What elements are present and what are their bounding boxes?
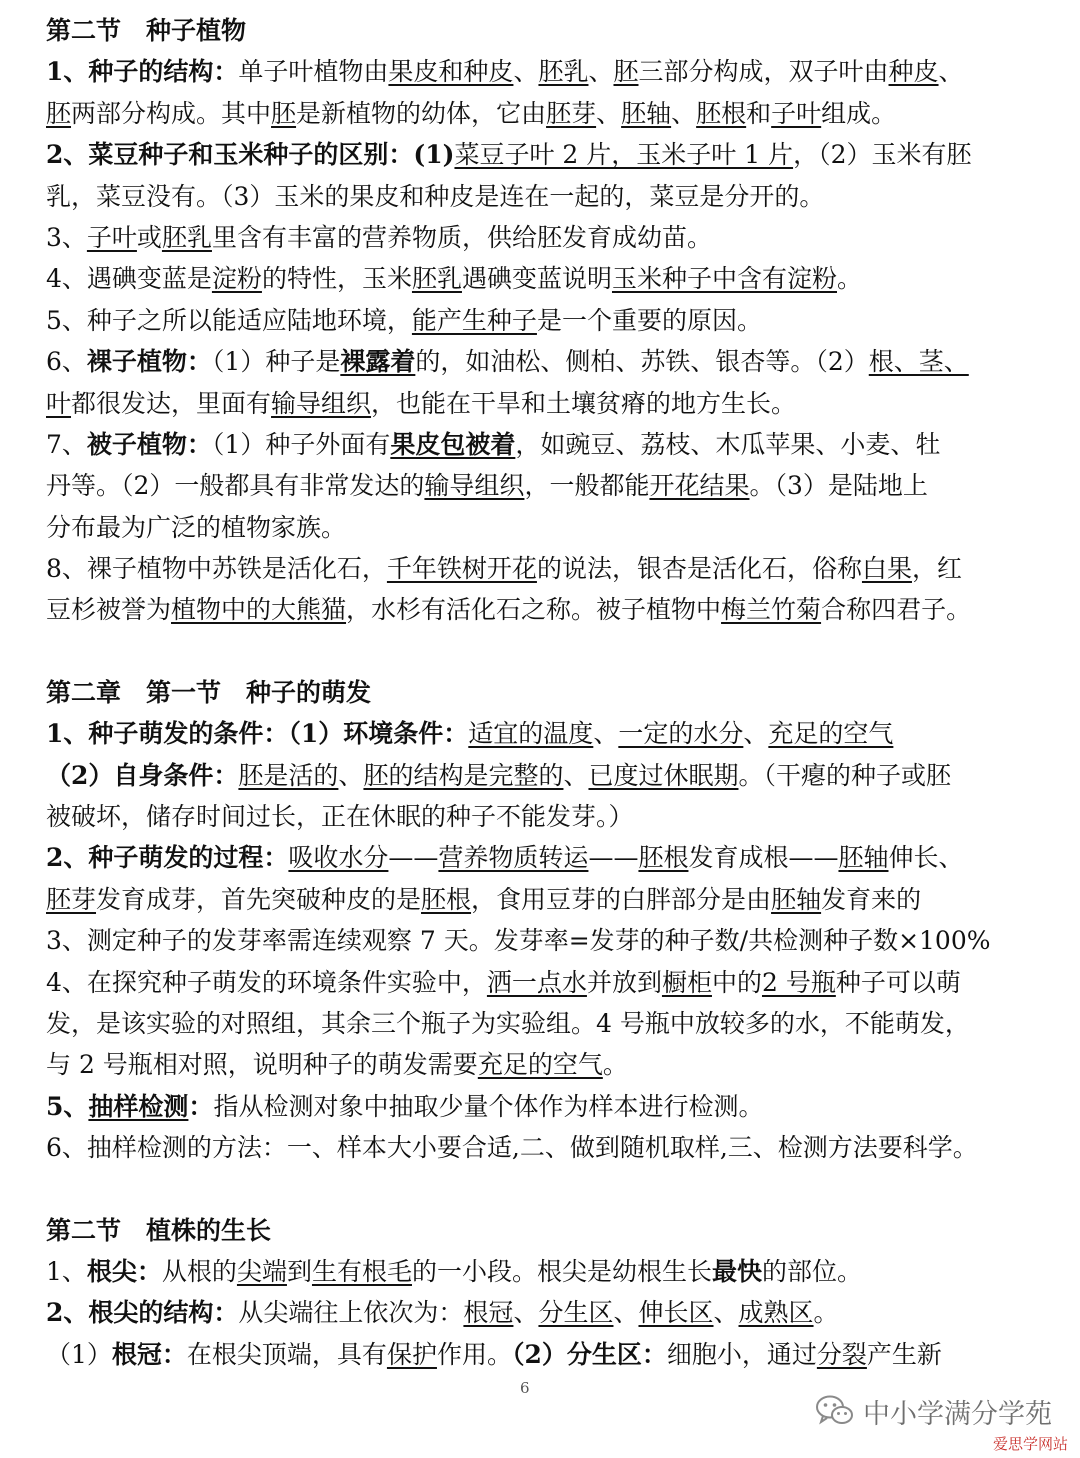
text-line <box>46 51 1016 92</box>
wechat-icon <box>815 1394 855 1428</box>
text-line <box>46 217 1016 258</box>
text-segment: 1、 <box>46 1256 87 1286</box>
underlined-term: 营养物质转运 <box>438 843 589 873</box>
underlined-term: 果皮包被着 <box>390 429 516 459</box>
text-segment: ，（2）玉米有胚 <box>793 140 972 170</box>
underlined-term: 胚根 <box>696 98 747 128</box>
blank-line <box>46 631 1016 672</box>
bold-text: 1、种子萌发的条件：（1）环境条件： <box>46 719 469 749</box>
text-segment: 与 2 号瓶相对照，说明种子的萌发需要 <box>46 1050 478 1080</box>
text-segment: （1） <box>46 1339 112 1369</box>
text-segment: 第二章 第一节 种子的萌发 <box>46 677 372 707</box>
bold-text: 最快 <box>712 1256 763 1286</box>
underlined-term: 输导组织 <box>424 471 525 501</box>
text-segment: 从根的 <box>161 1256 237 1286</box>
underlined-term: 淀粉 <box>211 264 262 294</box>
text-line <box>46 1003 1016 1044</box>
text-segment: 、 <box>671 98 697 128</box>
underlined-term: 子叶 <box>771 98 822 128</box>
section-heading <box>46 1210 1016 1251</box>
text-segment: 7、 <box>46 429 87 459</box>
underlined-term: 胚 <box>271 98 297 128</box>
text-segment: 的，如油松、侧柏、苏铁、银杏等。（2） <box>415 347 869 377</box>
text-segment: 中的 <box>711 967 762 997</box>
text-line <box>46 837 1016 878</box>
text-segment: 细胞小，通过 <box>666 1339 817 1369</box>
bold-text: 裸子植物： <box>86 347 212 377</box>
underlined-term: 根冠 <box>463 1298 514 1328</box>
text-segment: 的部位。 <box>762 1256 863 1286</box>
underlined-term: 胚 <box>46 98 72 128</box>
text-segment: 8、裸子植物中苏铁是活化石， <box>46 554 387 584</box>
underlined-term: 植物中的大熊猫 <box>171 595 347 625</box>
text-segment: 组成。 <box>821 98 897 128</box>
underlined-term: 菜豆子叶 2 片，玉米子叶 1 片 <box>454 140 794 170</box>
text-line <box>46 176 1016 217</box>
bold-text: 被子植物： <box>86 429 212 459</box>
text-segment: 6、抽样检测的方法：一、样本大小要合适,二、做到随机取样,三、检测方法要科学。 <box>46 1133 978 1163</box>
underlined-term: 充足的空气 <box>477 1050 603 1080</box>
underlined-term: 胚根 <box>638 843 689 873</box>
text-segment: 6、 <box>46 347 87 377</box>
underlined-term: 叶 <box>46 388 72 418</box>
underlined-term: 一定的水分 <box>618 719 744 749</box>
bold-text: ： <box>188 1091 214 1121</box>
text-segment: 、 <box>713 1298 739 1328</box>
text-segment: 伸长、 <box>888 843 964 873</box>
text-segment: 豆杉被誉为 <box>46 595 172 625</box>
text-line <box>46 465 1016 506</box>
text-segment: 、 <box>613 1298 639 1328</box>
underlined-term: 保护 <box>386 1339 437 1369</box>
text-line <box>46 1044 1016 1085</box>
text-segment: 第二节 种子植物 <box>46 16 247 45</box>
underlined-term: 伸长区 <box>638 1298 714 1328</box>
bold-text: 1、种子的结构： <box>46 57 239 87</box>
blank-line <box>46 1169 1016 1210</box>
text-segment: 分布最为广泛的植物家族。 <box>46 512 347 542</box>
underlined-term: 橱柜 <box>661 967 712 997</box>
bold-text: （2）分生区： <box>511 1339 667 1369</box>
text-line <box>46 755 1016 796</box>
underlined-term: 胚是活的 <box>238 760 339 790</box>
text-segment: 是一个重要的原因。 <box>536 305 762 335</box>
underlined-term: 胚乳 <box>411 264 462 294</box>
underlined-term: 能产生种子 <box>411 305 537 335</box>
text-line <box>46 1086 1016 1127</box>
text-line <box>46 341 1016 382</box>
text-segment: 发育成芽，首先突破种皮的是 <box>96 884 422 914</box>
text-segment: ，食用豆芽的白胖部分是由 <box>471 884 772 914</box>
text-segment: 。 <box>813 1298 839 1328</box>
text-segment: 的一小段。根尖是幼根生长 <box>411 1256 712 1286</box>
text-segment: 第二节 植株的生长 <box>46 1215 272 1245</box>
text-segment: 乳，菜豆没有。（3）玉米的果皮和种皮是连在一起的，菜豆是分开的。 <box>46 181 825 211</box>
bold-text: 2、根尖的结构： <box>46 1298 239 1328</box>
text-segment: 、 <box>338 760 364 790</box>
underlined-term: 胚的结构是完整的 <box>363 760 564 790</box>
text-segment: 种子可以萌 <box>835 967 961 997</box>
underlined-term: 果皮和种皮 <box>388 57 514 87</box>
section-heading <box>46 10 1016 51</box>
underlined-term: 胚芽 <box>546 98 597 128</box>
text-segment: 到 <box>286 1256 312 1286</box>
text-line <box>46 383 1016 424</box>
page-number: 6 <box>520 1379 530 1397</box>
underlined-term: 2 号瓶 <box>761 967 836 997</box>
underlined-term: 胚乳 <box>538 57 589 87</box>
text-segment: 4、在探究种子萌发的环境条件实验中， <box>46 967 487 997</box>
bold-text: 5、 <box>46 1091 89 1121</box>
text-line <box>46 1251 1016 1292</box>
text-line <box>46 920 1016 961</box>
bold-text: 根冠： <box>111 1339 187 1369</box>
watermark-text: 中小学满分学苑 <box>863 1398 1052 1430</box>
text-segment: ，如豌豆、荔枝、木瓜苹果、小麦、牡 <box>515 429 941 459</box>
text-segment: 。（3）是陆地上 <box>749 471 928 501</box>
text-line <box>46 507 1016 548</box>
text-segment: 、 <box>596 98 622 128</box>
underlined-term: 梅兰竹菊 <box>721 595 822 625</box>
text-line <box>46 258 1016 299</box>
document-body <box>46 10 1016 1375</box>
watermark <box>815 1393 1052 1429</box>
text-segment: 单子叶植物由 <box>238 57 389 87</box>
underlined-term: 裸露着 <box>340 347 416 377</box>
text-segment: 指从检测对象中抽取少量个体作为样本进行检测。 <box>213 1091 764 1121</box>
text-segment: 发，是该实验的对照组，其余三个瓶子为实验组。4 号瓶中放较多的水，不能萌发， <box>46 1008 970 1038</box>
underlined-term: 胚轴 <box>771 884 822 914</box>
underlined-term: 开花结果 <box>649 471 750 501</box>
text-segment: ，红 <box>911 554 962 584</box>
underlined-term: 输导组织 <box>271 388 372 418</box>
bold-text: 2、种子萌发的过程： <box>46 843 289 873</box>
underlined-term: 分裂 <box>816 1339 867 1369</box>
text-segment: 都很发达，里面有 <box>71 388 272 418</box>
underlined-term: 抽样检测 <box>88 1091 189 1121</box>
underlined-term: 根、茎、 <box>868 347 969 377</box>
underlined-term: 分生区 <box>538 1298 614 1328</box>
text-line <box>46 424 1016 465</box>
text-segment: 在根尖顶端，具有 <box>186 1339 387 1369</box>
site-mark: 爱思学网站 <box>992 1435 1068 1453</box>
text-line <box>46 134 1016 175</box>
text-segment: 发育成根—— <box>688 843 839 873</box>
text-line <box>46 300 1016 341</box>
text-segment: 产生新 <box>866 1339 942 1369</box>
text-segment: 3、 <box>46 222 87 252</box>
text-segment: 4、遇碘变蓝是 <box>46 264 212 294</box>
text-segment: 。 <box>837 264 863 294</box>
text-segment: ，也能在干旱和土壤贫瘠的地方生长。 <box>371 388 797 418</box>
text-segment: 作用。 <box>436 1339 512 1369</box>
section-heading <box>46 672 1016 713</box>
text-segment: 、 <box>513 57 539 87</box>
underlined-term: 生有根毛 <box>311 1256 412 1286</box>
underlined-term: 子叶 <box>86 222 137 252</box>
text-segment: 是新植物的幼体，它由 <box>296 98 547 128</box>
text-segment: —— <box>588 843 639 873</box>
text-segment: 。 <box>602 1050 628 1080</box>
underlined-term: 千年铁树开花 <box>386 554 537 584</box>
text-line <box>46 879 1016 920</box>
underlined-term: 种皮 <box>888 57 939 87</box>
text-segment: 三部分构成，双子叶由 <box>638 57 889 87</box>
text-segment: 两部分构成。其中 <box>71 98 272 128</box>
text-segment: 或 <box>136 222 162 252</box>
underlined-term: 胚根 <box>421 884 472 914</box>
underlined-term: 胚 <box>613 57 639 87</box>
underlined-term: 胚芽 <box>46 884 97 914</box>
text-line <box>46 589 1016 630</box>
text-line <box>46 962 1016 1003</box>
underlined-term: 玉米种子中含有淀粉 <box>611 264 837 294</box>
text-line <box>46 548 1016 589</box>
text-segment: 和 <box>746 98 772 128</box>
text-line <box>46 713 1016 754</box>
text-line <box>46 93 1016 134</box>
text-line <box>46 1127 1016 1168</box>
text-segment: —— <box>388 843 439 873</box>
text-line <box>46 1292 1016 1333</box>
text-segment: 被破坏，储存时间过长，正在休眠的种子不能发芽。） <box>46 802 634 832</box>
text-segment: 的特性，玉米 <box>261 264 412 294</box>
underlined-term: 洒一点水 <box>486 967 587 997</box>
text-segment: 从尖端往上依次为： <box>238 1298 464 1328</box>
text-segment: 、 <box>593 719 619 749</box>
text-segment: 、 <box>588 57 614 87</box>
bold-text: 2、菜豆种子和玉米种子的区别：(1) <box>46 140 455 170</box>
underlined-term: 胚乳 <box>161 222 212 252</box>
underlined-term: 尖端 <box>236 1256 287 1286</box>
text-segment: ，水杉有活化石之称。被子植物中 <box>346 595 722 625</box>
text-segment: 合称四君子。 <box>821 595 972 625</box>
bold-text: 根尖： <box>86 1256 162 1286</box>
underlined-term: 适宜的温度 <box>468 719 594 749</box>
text-segment: 里含有丰富的营养物质，供给胚发育成幼苗。 <box>211 222 712 252</box>
text-segment: 5、种子之所以能适应陆地环境， <box>46 305 412 335</box>
text-line <box>46 1334 1016 1375</box>
text-segment: 。（干瘪的种子或胚 <box>738 760 951 790</box>
text-segment: 遇碘变蓝说明 <box>461 264 612 294</box>
text-segment: 3、测定种子的发芽率需连续观察 7 天。发芽率=发芽的种子数/共检测种子数×100% <box>46 926 991 956</box>
text-segment: ，一般都能 <box>524 471 650 501</box>
underlined-term: 胚轴 <box>621 98 672 128</box>
underlined-term: 充足的空气 <box>768 719 894 749</box>
text-segment: （1）种子是 <box>211 347 341 377</box>
text-segment: 、 <box>513 1298 539 1328</box>
underlined-term: 成熟区 <box>738 1298 814 1328</box>
underlined-term: 吸收水分 <box>288 843 389 873</box>
text-segment: 、 <box>938 57 964 87</box>
text-segment: 的说法，银杏是活化石，俗称 <box>536 554 862 584</box>
underlined-term: 白果 <box>861 554 912 584</box>
text-line <box>46 796 1016 837</box>
text-segment: 发育来的 <box>821 884 922 914</box>
text-segment: 丹等。（2）一般都具有非常发达的 <box>46 471 425 501</box>
bold-text: （2）自身条件： <box>46 760 239 790</box>
underlined-term: 已度过休眠期 <box>588 760 739 790</box>
text-segment: 并放到 <box>586 967 662 997</box>
text-segment: 、 <box>563 760 589 790</box>
text-segment: 、 <box>743 719 769 749</box>
text-segment: （1）种子外面有 <box>211 429 391 459</box>
underlined-term: 胚轴 <box>838 843 889 873</box>
